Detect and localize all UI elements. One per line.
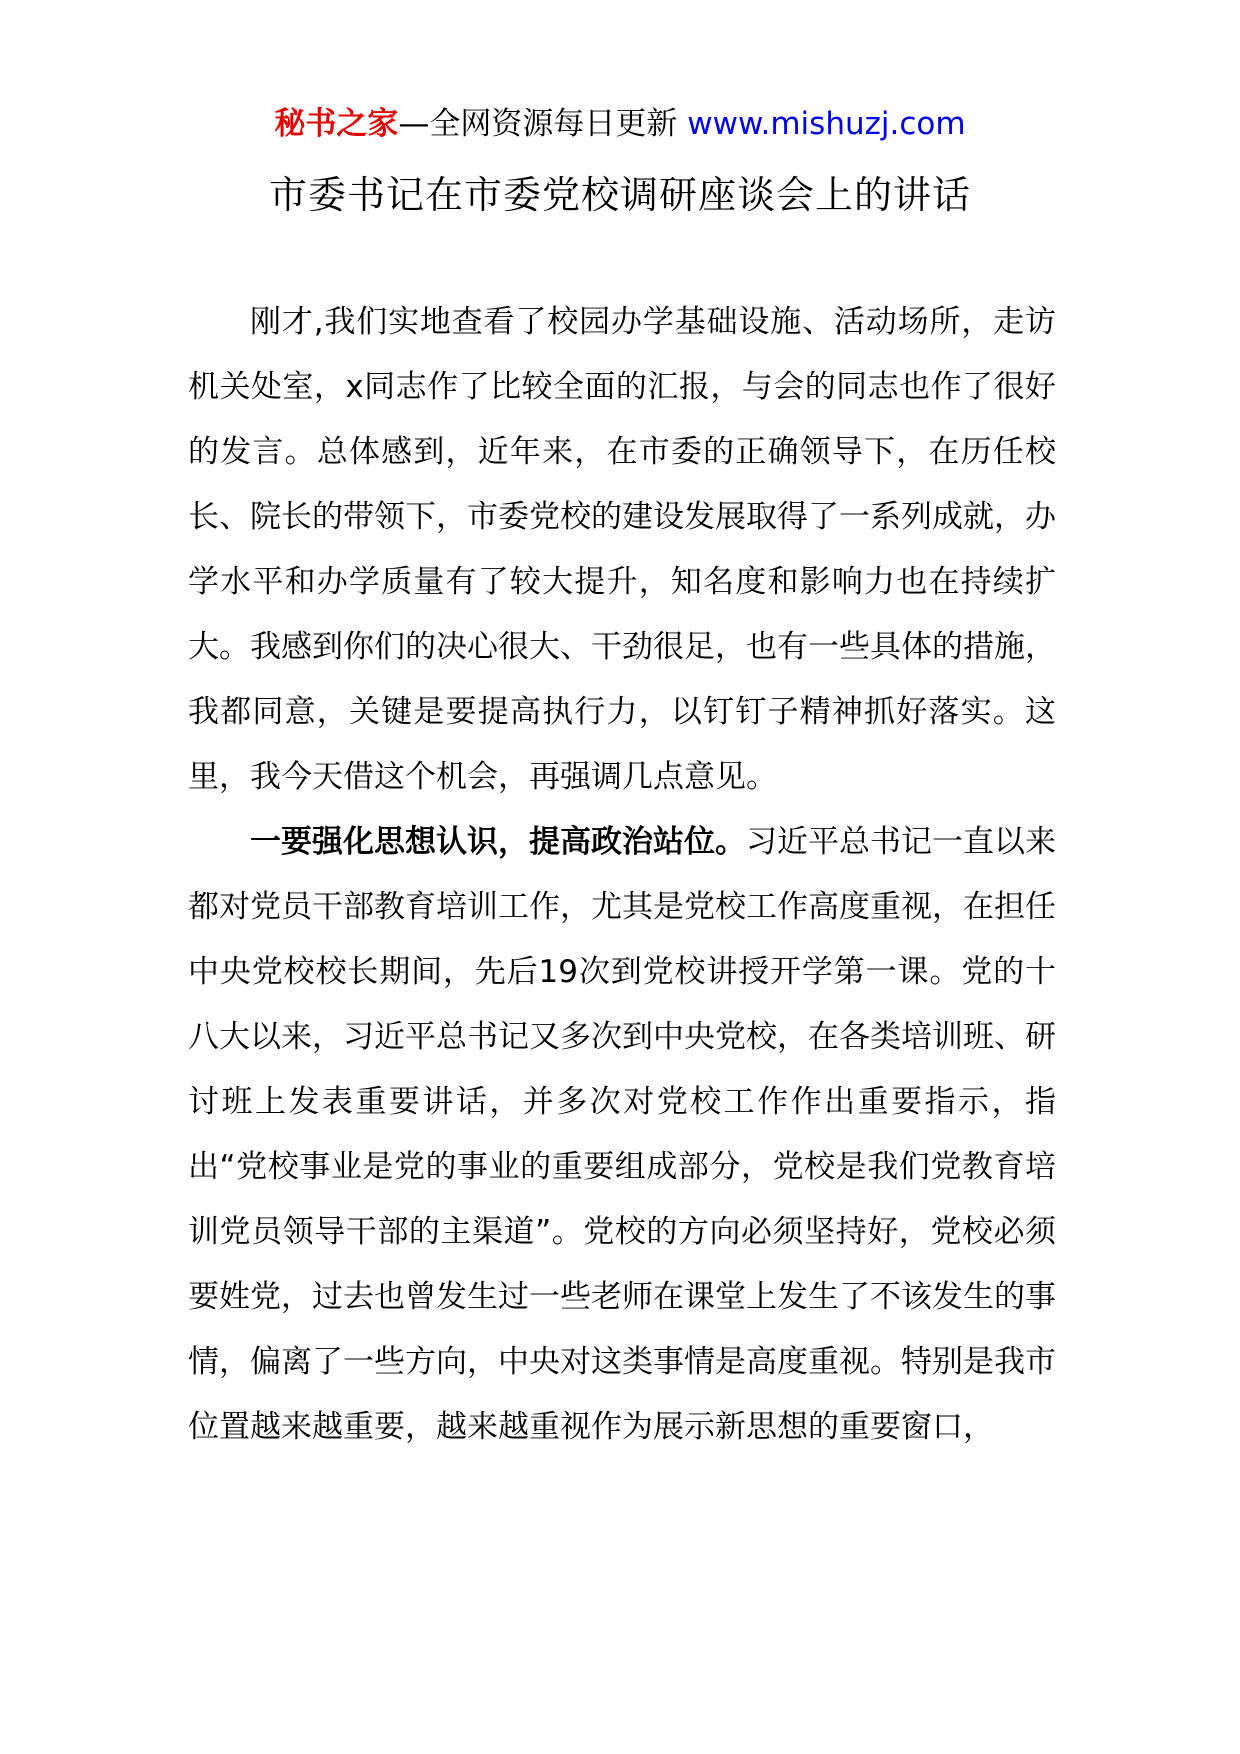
site-header xyxy=(0,100,1240,148)
site-tagline: —全网资源每日更新 xyxy=(398,106,688,142)
document-title: 市委书记在市委党校调研座谈会上的讲话 xyxy=(268,173,971,217)
paragraph-1 xyxy=(188,290,1056,810)
paragraph-2 xyxy=(188,810,1056,1460)
site-url-link[interactable]: www.mishuzj.com xyxy=(687,106,966,142)
paragraph-2-lead: 一要强化思想认识，提高政治站位。 xyxy=(250,824,746,860)
paragraph-2-text: 习近平总书记一直以来都对党员干部教育培训工作，尤其是党校工作高度重视，在担任中央党校校长期间，先后19次到党校讲授开学第一课。党的十八大以来，习近平总书记又多次到中央党校，在各类培训班、研讨班上发表重要讲话，并多次对党校工作作出重要指示，指出“党校事业是党的事业的重要组成部分，党校是我们党教育培训党员领导干部的主渠道”。党校的方向必须坚持好，党校必须要姓党，过去也曾发生过一些老师在课堂上发生了不该发生的事情，偏离了一些方向，中央对这类事情是高度重视。特别是我市位置越来越重要，越来越重视作为展示新思想的重要窗口， xyxy=(188,824,1056,1445)
paragraph-1-text: 刚才,我们实地查看了校园办学基础设施、活动场所，走访机关处室，x同志作了比较全面的汇报，与会的同志也作了很好的发言。总体感到，近年来，在市委的正确领导下，在历任校长、院长的带领下，市委党校的建设发展取得了一系列成就，办学水平和办学质量有了较大提升，知名度和影响力也在持续扩大。我感到你们的决心很大、干劲很足，也有一些具体的措施，我都同意，关键是要提高执行力，以钉钉子精神抓好落实。这里，我今天借这个机会，再强调几点意见。 xyxy=(188,304,1056,795)
site-brand: 秘书之家 xyxy=(274,106,399,142)
document-body xyxy=(188,290,1056,1460)
